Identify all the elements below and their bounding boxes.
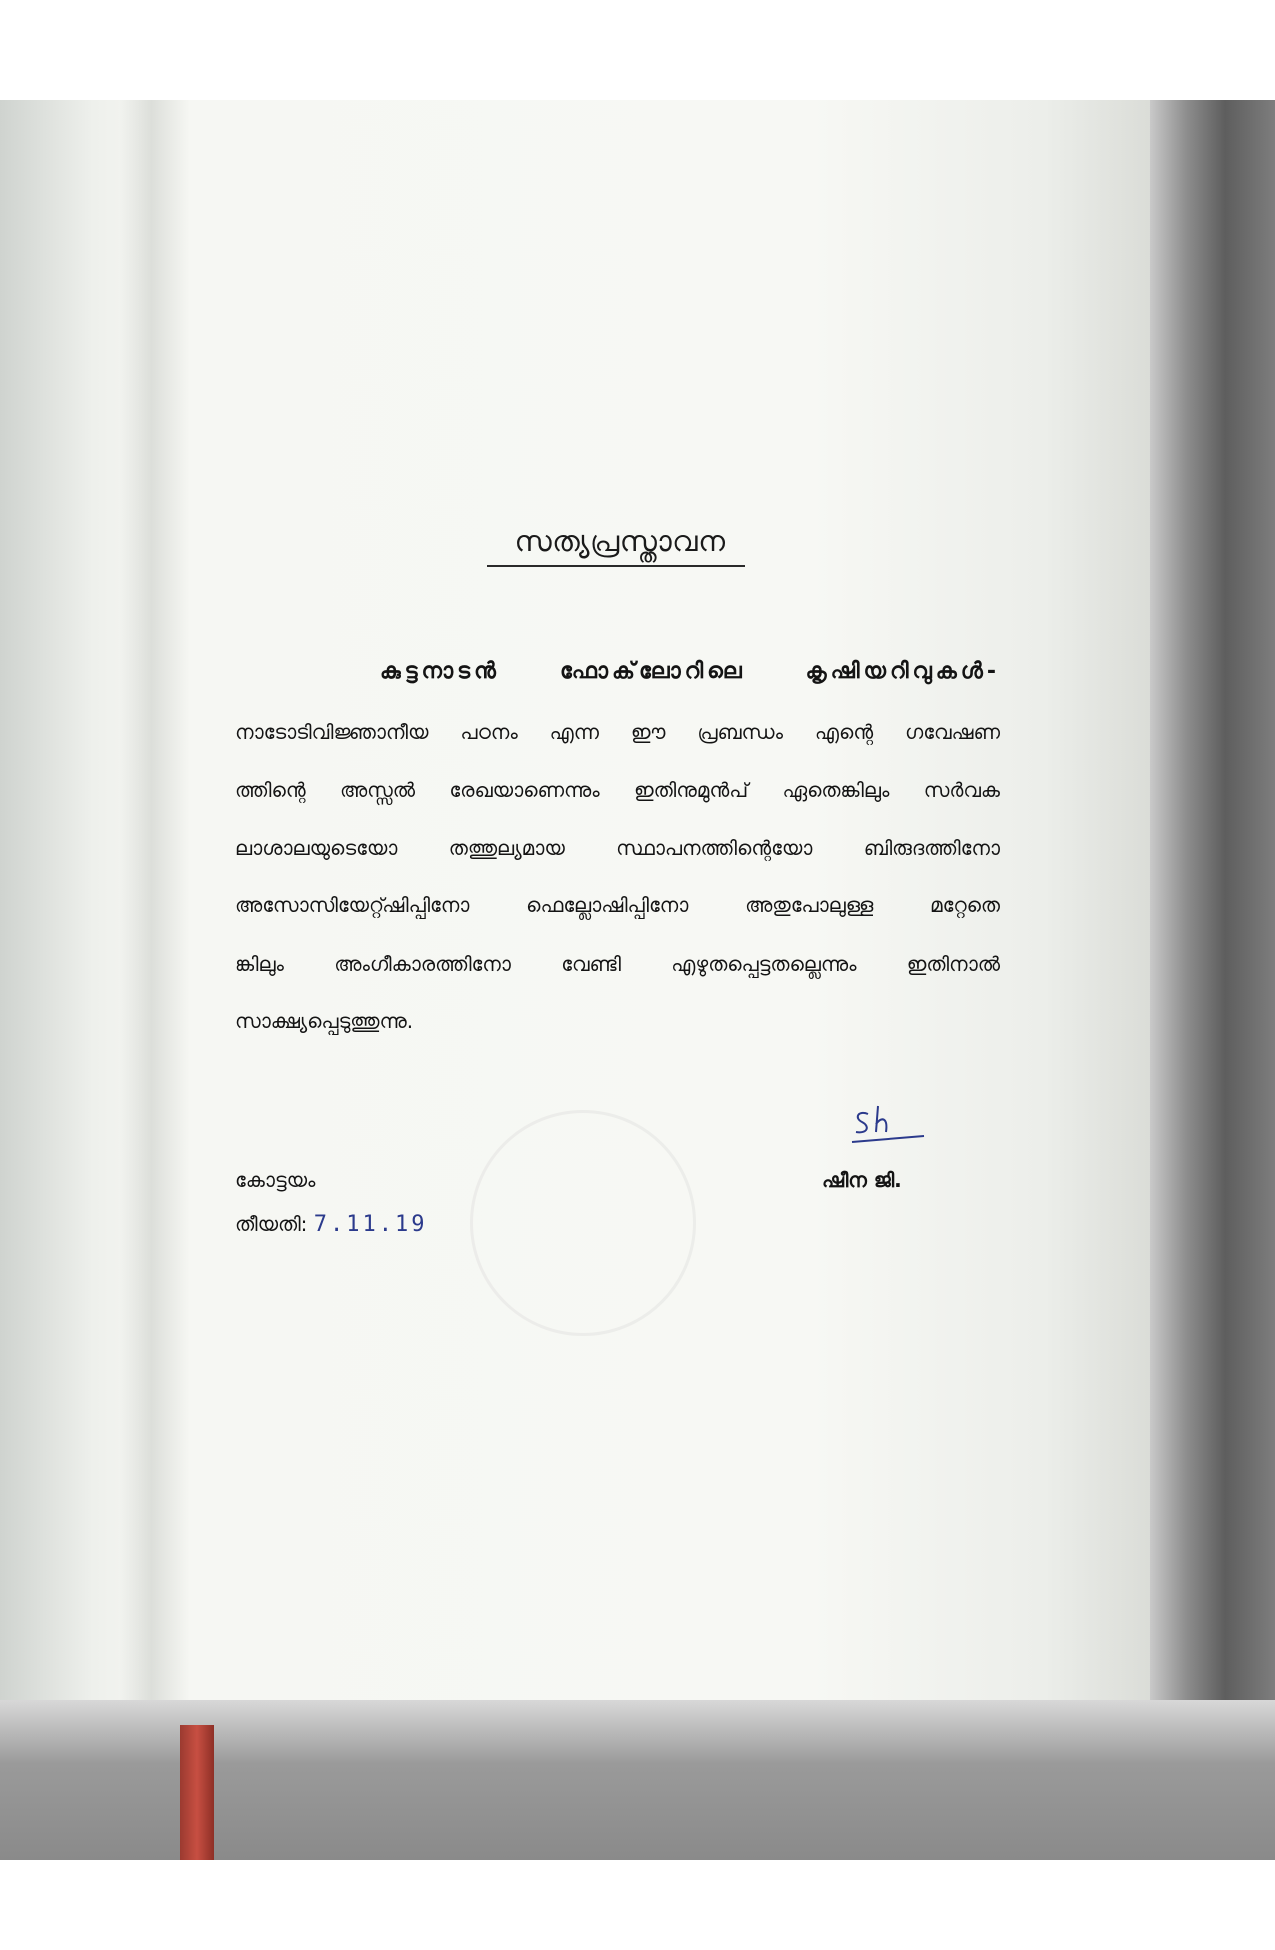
date-line [235,1212,428,1237]
declaration-line-7: സാക്ഷ്യപ്പെടുത്തുന്നു. [235,1009,414,1033]
scan-edge-shadow [1150,100,1275,1860]
declaration-line-4: ലാശാലയുടെയോ തത്തുല്യമായ സ്ഥാപനത്തിന്റെയോ ബിരുദത്തിനോ [235,836,1000,860]
handwritten-signature [848,1102,928,1152]
declaration-line-3: ത്തിന്റെ അസ്സൽ രേഖയാണെന്നും ഇതിനുമുൻപ് ഏതെങ്കിലും സർവക [235,778,1000,802]
title-underline [487,565,745,567]
signer-name: ഷീന ജി. [822,1168,902,1192]
declaration-line-2: നാടോടിവിജ്ഞാനീയ പഠനം എന്ന ഈ പ്രബന്ധം എന്റെ ഗവേഷണ [235,720,1000,744]
bleed-through-seal [470,1110,696,1336]
declaration-line-6: ങ്കിലും അംഗീകാരത്തിനോ വേണ്ടി എഴുതപ്പെട്ടതല്ലെന്നും ഇതിനാൽ [235,952,1000,976]
document-title: സത്യപ്രസ്താവന [514,524,726,558]
declaration-line-5: അസോസിയേറ്റ്ഷിപ്പിനോ ഫെല്ലോഷിപ്പിനോ അതുപോലുള്ള മറ്റേതെ [235,893,1000,917]
date-value: 7.11.19 [313,1212,428,1237]
place-label: കോട്ടയം [235,1168,316,1192]
page-fold-shadow [120,100,190,1720]
declaration-line-1: കുട്ടനാടൻ ഫോക്‌ലോറിലെ കൃഷിയറിവുകൾ- [380,659,1000,684]
bookmark-ribbon [180,1725,214,1860]
date-label: തീയതി: [235,1212,308,1236]
